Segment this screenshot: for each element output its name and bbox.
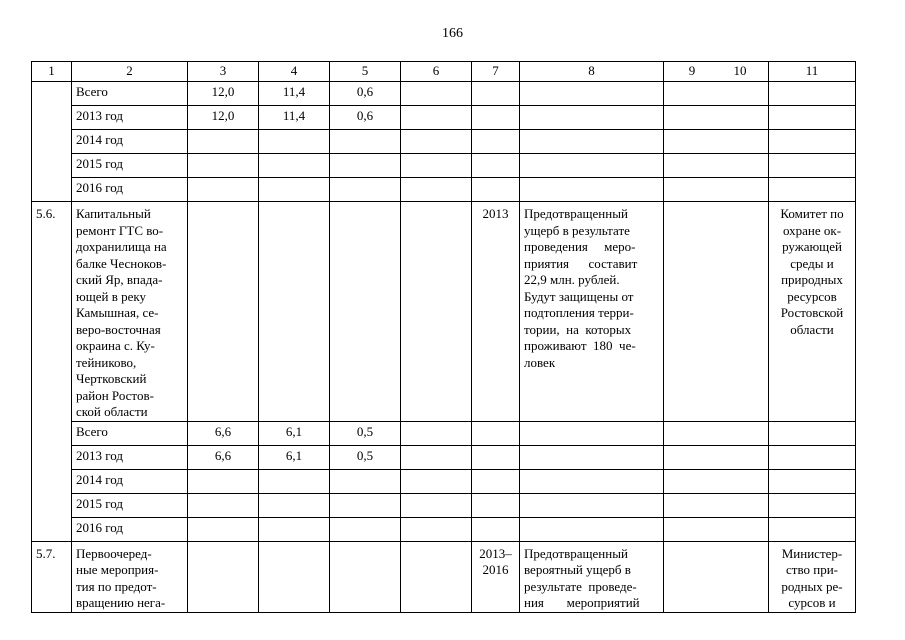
empty-cell	[664, 82, 769, 106]
empty-cell	[769, 493, 856, 517]
value-cell	[259, 517, 330, 541]
value-cell	[259, 469, 330, 493]
text-line: тории, на которых	[524, 321, 632, 337]
empty-cell	[769, 517, 856, 541]
empty-cell	[401, 106, 472, 130]
empty-cell	[401, 493, 472, 517]
text-line: окраина с. Ку-	[76, 338, 155, 353]
header-cell: 6	[401, 62, 472, 82]
empty-cell	[520, 445, 664, 469]
value-cell	[188, 493, 259, 517]
item-executor-text	[773, 206, 851, 338]
value-cell: 0,5	[330, 445, 401, 469]
item-name-text	[76, 206, 183, 421]
header-cell: 3	[188, 62, 259, 82]
table-row-5-6	[32, 202, 856, 422]
year-label: 2014 год	[72, 469, 188, 493]
item-year	[472, 541, 520, 612]
year-label: 2014 год	[72, 130, 188, 154]
value-cell	[188, 130, 259, 154]
text-line: ский Яр, впада-	[76, 272, 163, 287]
empty-cell	[769, 130, 856, 154]
empty-cell	[520, 421, 664, 445]
value-cell	[259, 178, 330, 202]
text-line: веро-восточная	[76, 321, 161, 337]
item-year: 2013	[472, 202, 520, 422]
empty-cell	[520, 178, 664, 202]
empty-cell	[401, 82, 472, 106]
value-cell	[259, 154, 330, 178]
item-effect-text	[524, 546, 659, 612]
empty-cell	[401, 154, 472, 178]
text-line: среды и	[790, 255, 834, 271]
value-cell	[188, 154, 259, 178]
text-line: Предотвращенный	[524, 545, 628, 561]
text-line: родных ре-	[781, 578, 843, 594]
empty-cell	[520, 106, 664, 130]
empty-cell	[664, 202, 769, 422]
empty-cell	[769, 469, 856, 493]
item-effect	[520, 541, 664, 612]
empty-cell	[520, 469, 664, 493]
empty-cell	[330, 541, 401, 612]
empty-cell	[472, 445, 520, 469]
empty-cell	[259, 202, 330, 422]
header-cell: 2	[72, 62, 188, 82]
text-line: сурсов и	[788, 595, 836, 610]
year-label: Всего	[72, 82, 188, 106]
empty-cell	[472, 421, 520, 445]
text-line: ружающей	[782, 239, 842, 254]
table-row	[32, 178, 856, 202]
text-line: ство при-	[786, 562, 838, 577]
text-line: Министер-	[781, 545, 843, 561]
header-cell: 11	[769, 62, 856, 82]
text-line: ловек	[524, 354, 556, 370]
text-line: Будут защищены от	[524, 288, 634, 304]
table-row	[32, 493, 856, 517]
empty-cell	[401, 178, 472, 202]
value-cell: 12,0	[188, 82, 259, 106]
empty-cell	[401, 202, 472, 422]
text-line: 2013–	[479, 545, 512, 561]
table-row	[32, 82, 856, 106]
empty-cell	[401, 541, 472, 612]
value-cell	[259, 493, 330, 517]
table-row	[32, 154, 856, 178]
empty-cell	[664, 469, 769, 493]
value-cell: 6,6	[188, 445, 259, 469]
empty-cell	[401, 517, 472, 541]
text-line: район Ростов-	[76, 387, 154, 403]
year-label: 2013 год	[72, 445, 188, 469]
header-cell: 4	[259, 62, 330, 82]
empty-cell	[769, 106, 856, 130]
value-cell: 12,0	[188, 106, 259, 130]
value-cell	[330, 517, 401, 541]
empty-cell	[664, 541, 769, 612]
empty-cell	[401, 421, 472, 445]
text-line: ные мероприя-	[76, 562, 159, 577]
header-cell: 9	[688, 63, 696, 78]
header-row	[32, 62, 856, 82]
text-line: 2016	[482, 562, 509, 577]
value-cell: 0,6	[330, 82, 401, 106]
empty-cell	[664, 178, 769, 202]
text-line: Первоочеред-	[76, 545, 152, 561]
empty-cell	[769, 82, 856, 106]
value-cell: 6,6	[188, 421, 259, 445]
text-line: балке Чесноков-	[76, 255, 167, 271]
number-cell	[32, 82, 72, 202]
value-cell	[188, 469, 259, 493]
text-line: вращению нега-	[76, 595, 166, 610]
empty-cell	[520, 517, 664, 541]
item-number: 5.7.	[32, 541, 72, 612]
text-line: тейниково,	[76, 354, 137, 370]
text-line: 22,9 млн. рублей.	[524, 272, 620, 287]
text-line: подтопления терри-	[524, 305, 634, 320]
item-effect	[520, 202, 664, 422]
year-label: 2016 год	[72, 178, 188, 202]
text-line: проведения меро-	[524, 239, 636, 254]
text-line: Предотвращенный	[524, 206, 628, 221]
header-cell: 7	[472, 62, 520, 82]
header-cell: 5	[330, 62, 401, 82]
value-cell	[330, 469, 401, 493]
item-executor	[769, 541, 856, 612]
empty-cell	[769, 445, 856, 469]
text-line: ремонт ГТС во-	[76, 222, 164, 238]
empty-cell	[520, 154, 664, 178]
empty-cell	[401, 445, 472, 469]
value-cell	[330, 493, 401, 517]
empty-cell	[188, 202, 259, 422]
text-line: вероятный ущерб в	[524, 562, 631, 577]
empty-cell	[472, 469, 520, 493]
value-cell: 11,4	[259, 106, 330, 130]
empty-cell	[664, 421, 769, 445]
empty-cell	[769, 178, 856, 202]
empty-cell	[472, 154, 520, 178]
year-label: 2015 год	[72, 154, 188, 178]
value-cell: 11,4	[259, 82, 330, 106]
empty-cell	[401, 469, 472, 493]
item-number: 5.6.	[32, 202, 72, 542]
text-line: ния мероприятий	[524, 595, 640, 610]
text-line: Чертковский	[76, 371, 147, 386]
empty-cell	[259, 541, 330, 612]
text-line: приятия составит	[524, 255, 638, 271]
item-name	[72, 202, 188, 422]
empty-cell	[664, 130, 769, 154]
empty-cell	[664, 154, 769, 178]
table-row	[32, 445, 856, 469]
text-line: дохранилища на	[76, 239, 167, 254]
value-cell: 0,5	[330, 421, 401, 445]
value-cell	[330, 154, 401, 178]
empty-cell	[664, 445, 769, 469]
empty-cell	[520, 82, 664, 106]
year-label: 2015 год	[72, 493, 188, 517]
year-label: 2013 год	[72, 106, 188, 130]
empty-cell	[472, 82, 520, 106]
empty-cell	[664, 517, 769, 541]
table-row	[32, 130, 856, 154]
empty-cell	[472, 178, 520, 202]
header-cell: 10	[733, 63, 747, 78]
value-cell	[259, 130, 330, 154]
text-line: охране ок-	[782, 222, 842, 238]
text-line: природных	[781, 272, 843, 287]
value-cell	[330, 178, 401, 202]
text-line: Капитальный	[76, 206, 151, 221]
empty-cell	[472, 130, 520, 154]
table-row	[32, 106, 856, 130]
value-cell	[188, 517, 259, 541]
table-row	[32, 517, 856, 541]
measures-table	[31, 61, 856, 613]
item-effect-text	[524, 206, 659, 371]
text-line: ющей в реку	[76, 288, 146, 304]
empty-cell	[769, 421, 856, 445]
page-number: 166	[442, 26, 463, 41]
header-cell: 1	[32, 62, 72, 82]
empty-cell	[664, 106, 769, 130]
item-name-text	[76, 546, 183, 612]
header-cell-9-10	[664, 62, 769, 82]
year-label: Всего	[72, 421, 188, 445]
text-line: ской области	[76, 404, 148, 419]
empty-cell	[188, 541, 259, 612]
year-label: 2016 год	[72, 517, 188, 541]
value-cell	[330, 130, 401, 154]
value-cell: 0,6	[330, 106, 401, 130]
item-executor-text	[773, 546, 851, 612]
text-line: Камышная, се-	[76, 305, 159, 320]
text-line: результате проведе-	[524, 578, 637, 594]
text-line: Ростовской	[780, 305, 844, 320]
item-name	[72, 541, 188, 612]
text-line: ущерб в результате	[524, 222, 630, 238]
text-line: Комитет по	[780, 206, 844, 221]
text-line: проживают 180 че-	[524, 338, 636, 353]
empty-cell	[472, 517, 520, 541]
table-row	[32, 469, 856, 493]
empty-cell	[520, 130, 664, 154]
empty-cell	[769, 154, 856, 178]
empty-cell	[330, 202, 401, 422]
value-cell: 6,1	[259, 445, 330, 469]
item-executor	[769, 202, 856, 422]
table-row-5-7	[32, 541, 856, 612]
header-cell: 8	[520, 62, 664, 82]
text-line: тия по предот-	[76, 578, 157, 594]
empty-cell	[472, 106, 520, 130]
empty-cell	[401, 130, 472, 154]
value-cell: 6,1	[259, 421, 330, 445]
item-year-text	[476, 546, 515, 579]
empty-cell	[664, 493, 769, 517]
empty-cell	[520, 493, 664, 517]
text-line: ресурсов	[787, 288, 837, 304]
empty-cell	[472, 493, 520, 517]
value-cell	[188, 178, 259, 202]
text-line: области	[790, 321, 834, 337]
table-row	[32, 421, 856, 445]
